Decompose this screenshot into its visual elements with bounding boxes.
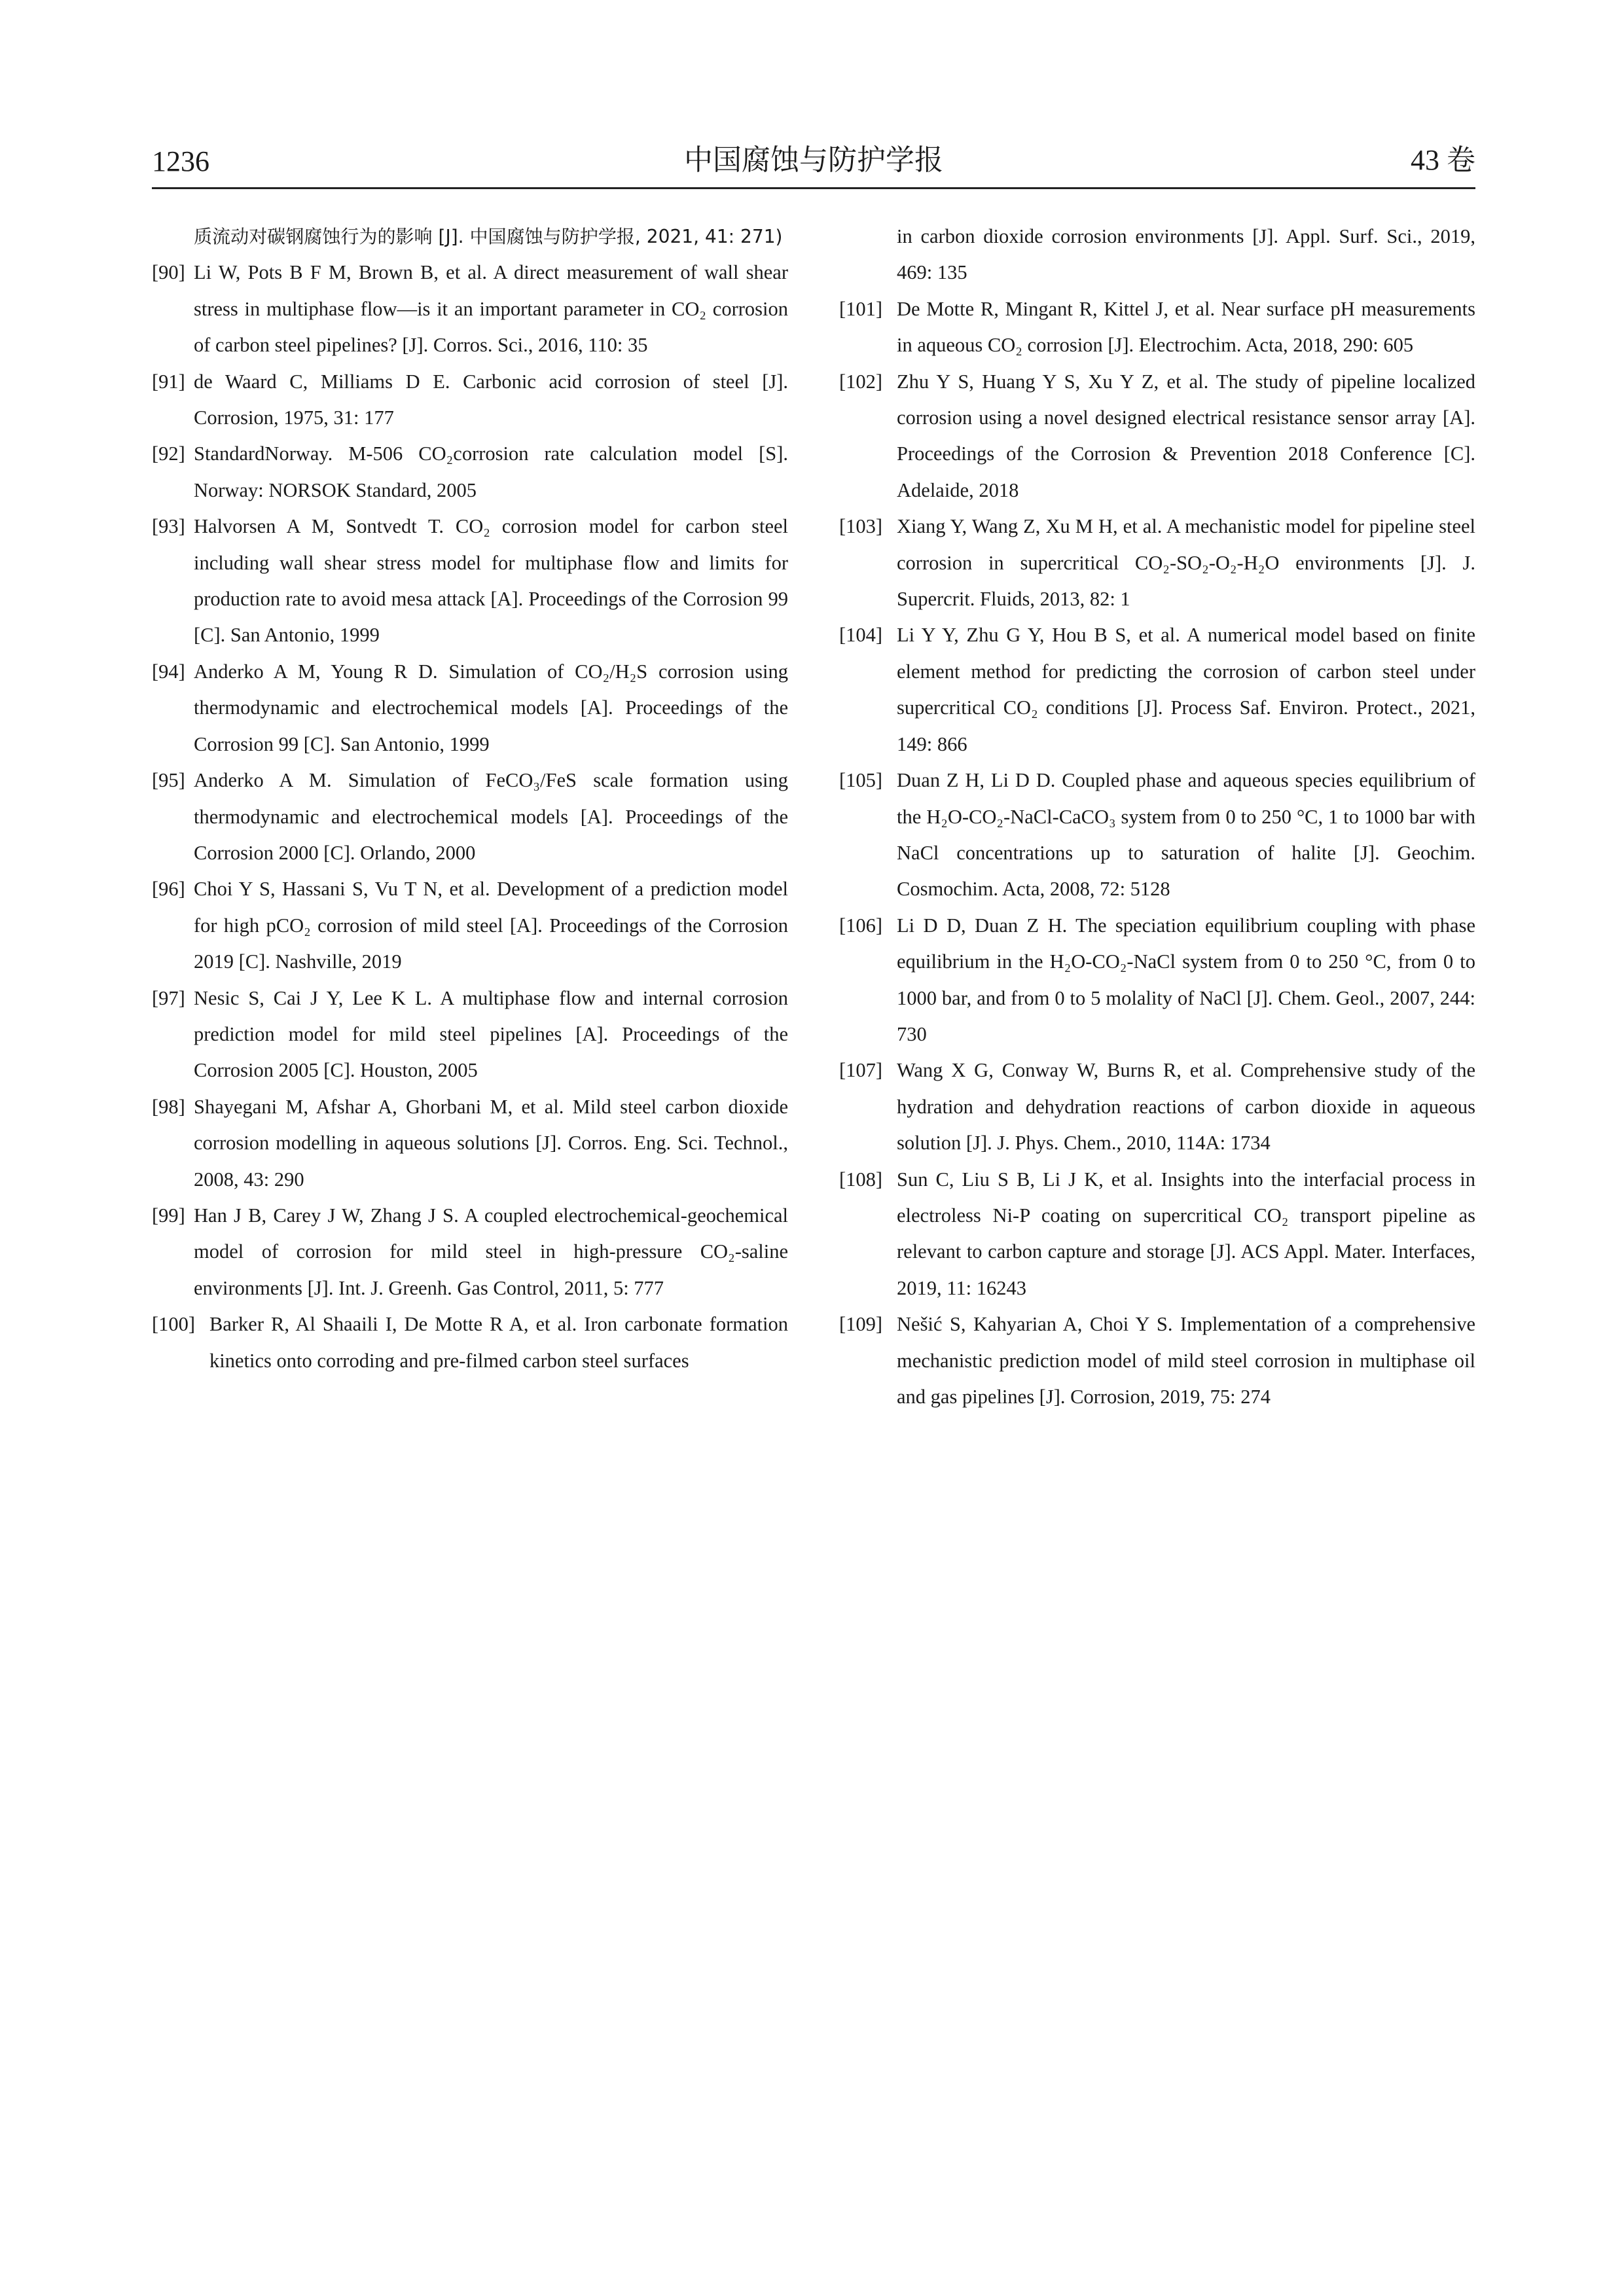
- reference-number: [104]: [839, 624, 883, 647]
- reference-number: [90]: [152, 261, 185, 284]
- reference-text: Nešić S, Kahyarian A, Choi Y S. Implementation of a comprehensive mechanistic prediction model of mild steel corrosion in multiphase oil and gas pipelines [J]. Corrosion, 2019, 75: 274: [897, 1313, 1475, 1408]
- reference-text: Li Y Y, Zhu G Y, Hou B S, et al. A numerical model based on finite element method for predicting the corrosion of carbon steel under supercritical CO₂ conditions [J]. Process Saf. Environ. Protect., 2021, 149: 866: [897, 624, 1475, 755]
- reference-number: [103]: [839, 515, 883, 538]
- volume-label: 43 卷: [1411, 144, 1475, 176]
- reference-number: [97]: [152, 986, 185, 1009]
- reference-number: [94]: [152, 660, 185, 683]
- references-right-column: [839, 219, 1475, 1415]
- reference-number: [95]: [152, 769, 185, 792]
- reference-item: [152, 654, 788, 762]
- reference-text: in carbon dioxide corrosion environments [J]. Appl. Surf. Sci., 2019, 469: 135: [897, 225, 1475, 284]
- reference-number: [105]: [839, 769, 883, 792]
- reference-item: [839, 762, 1475, 908]
- reference-number: [107]: [839, 1059, 883, 1082]
- reference-text: Zhu Y S, Huang Y S, Xu Y Z, et al. The study of pipeline localized corrosion using a novel designed electrical resistance sensor array [A]. Proceedings of the Corrosion & Prevention 2018 Conference [C]. Adelaide, 2018: [897, 370, 1475, 501]
- reference-number: [106]: [839, 914, 883, 937]
- reference-text: Sun C, Liu S B, Li J K, et al. Insights into the interfacial process in electroless Ni-P coating on supercritical CO₂ transport pipeline as relevant to carbon capture and storage [J]. ACS Appl. Mater. Interfaces, 2019, 11: 16243: [897, 1168, 1475, 1299]
- page-number: 1236: [152, 145, 209, 177]
- reference-item: [152, 871, 788, 980]
- reference-item: [839, 509, 1475, 617]
- reference-text: Li D D, Duan Z H. The speciation equilibrium coupling with phase equilibrium in the H₂O-CO₂-NaCl system from 0 to 250 °C, from 0 to 1000 bar, and from 0 to 5 molality of NaCl [J]. Chem. Geol., 2007, 244: 730: [897, 914, 1475, 1045]
- reference-item: [152, 255, 788, 363]
- reference-text: De Motte R, Mingant R, Kittel J, et al. Near surface pH measurements in aqueous CO₂ corrosion [J]. Electrochim. Acta, 2018, 290: 605: [897, 297, 1475, 357]
- reference-text: Wang X G, Conway W, Burns R, et al. Comprehensive study of the hydration and dehydration reactions of carbon dioxide in aqueous solution [J]. J. Phys. Chem., 2010, 114A: 1734: [897, 1059, 1475, 1155]
- reference-number: [93]: [152, 515, 185, 538]
- reference-text: Anderko A M. Simulation of FeCO₃/FeS scale formation using thermodynamic and electrochemical models [A]. Proceedings of the Corrosion 2000 [C]. Orlando, 2000: [194, 769, 788, 864]
- reference-item: [839, 1052, 1475, 1161]
- reference-number: [96]: [152, 878, 185, 901]
- journal-title: 中国腐蚀与防护学报: [684, 143, 943, 177]
- reference-text: Barker R, Al Shaaili I, De Motte R A, et al. Iron carbonate formation kinetics onto corroding and pre-filmed carbon steel surfaces: [209, 1313, 788, 1372]
- reference-item: [839, 908, 1475, 1053]
- reference-number: [99]: [152, 1204, 185, 1227]
- reference-number: [109]: [839, 1313, 883, 1336]
- reference-number: [108]: [839, 1168, 883, 1191]
- reference-text: Halvorsen A M, Sontvedt T. CO₂ corrosion model for carbon steel including wall shear stress model for multiphase flow and limits for production rate to avoid mesa attack [A]. Proceedings of the Corrosion 99 [C]. San Antonio, 1999: [194, 515, 788, 647]
- reference-item: [839, 1162, 1475, 1307]
- reference-number: [91]: [152, 370, 185, 393]
- reference-item: [152, 980, 788, 1089]
- reference-item: [152, 1306, 788, 1379]
- reference-item: [152, 1198, 788, 1306]
- reference-item: [839, 364, 1475, 509]
- reference-item: [152, 436, 788, 509]
- reference-text: Duan Z H, Li D D. Coupled phase and aqueous species equilibrium of the H₂O-CO₂-NaCl-CaCO₃ system from 0 to 250 °C, 1 to 1000 bar with NaCl concentrations up to saturation of halite [J]. Geochim. Cosmochim. Acta, 2008, 72: 5128: [897, 769, 1475, 901]
- reference-item: [152, 762, 788, 871]
- reference-text: StandardNorway. M-506 CO₂corrosion rate calculation model [S]. Norway: NORSOK Standard, 2005: [194, 442, 788, 501]
- reference-text: Nesic S, Cai J Y, Lee K L. A multiphase flow and internal corrosion prediction model for mild steel pipelines [A]. Proceedings of the Corrosion 2005 [C]. Houston, 2005: [194, 986, 788, 1082]
- reference-text: Anderko A M, Young R D. Simulation of CO₂/H₂S corrosion using thermodynamic and electrochemical models [A]. Proceedings of the Corrosion 99 [C]. San Antonio, 1999: [194, 660, 788, 755]
- reference-item: [839, 1306, 1475, 1415]
- reference-text: Li W, Pots B F M, Brown B, et al. A direct measurement of wall shear stress in multiphase flow—is it an important parameter in CO₂ corrosion of carbon steel pipelines? [J]. Corros. Sci., 2016, 110: 35: [194, 261, 788, 357]
- references-left-column: [152, 219, 788, 1379]
- reference-number: [101]: [839, 297, 883, 320]
- reference-item: [839, 291, 1475, 364]
- reference-continuation: [152, 219, 788, 255]
- reference-item: [152, 364, 788, 437]
- reference-item: [152, 509, 788, 654]
- reference-continuation: [839, 219, 1475, 291]
- reference-number: [100]: [152, 1313, 196, 1336]
- running-header: [152, 131, 1475, 189]
- reference-text: Choi Y S, Hassani S, Vu T N, et al. Development of a prediction model for high pCO₂ corrosion of mild steel [A]. Proceedings of the Corrosion 2019 [C]. Nashville, 2019: [194, 878, 788, 973]
- reference-number: [98]: [152, 1095, 185, 1118]
- reference-item: [839, 617, 1475, 762]
- reference-text: 质流动对碳钢腐蚀行为的影响 [J]. 中国腐蚀与防护学报, 2021, 41: 271): [194, 226, 783, 247]
- reference-text: de Waard C, Milliams D E. Carbonic acid corrosion of steel [J]. Corrosion, 1975, 31: 177: [194, 370, 788, 429]
- reference-text: Shayegani M, Afshar A, Ghorbani M, et al. Mild steel carbon dioxide corrosion modelling in aqueous solutions [J]. Corros. Eng. Sci. Technol., 2008, 43: 290: [194, 1095, 788, 1191]
- reference-item: [152, 1089, 788, 1198]
- reference-text: Han J B, Carey J W, Zhang J S. A coupled electrochemical-geochemical model of corrosion for mild steel in high-pressure CO₂-saline environments [J]. Int. J. Greenh. Gas Control, 2011, 5: 777: [194, 1204, 788, 1299]
- reference-number: [102]: [839, 370, 883, 393]
- reference-number: [92]: [152, 442, 185, 465]
- reference-text: Xiang Y, Wang Z, Xu M H, et al. A mechanistic model for pipeline steel corrosion in supercritical CO₂-SO₂-O₂-H₂O environments [J]. J. Supercrit. Fluids, 2013, 82: 1: [897, 515, 1475, 611]
